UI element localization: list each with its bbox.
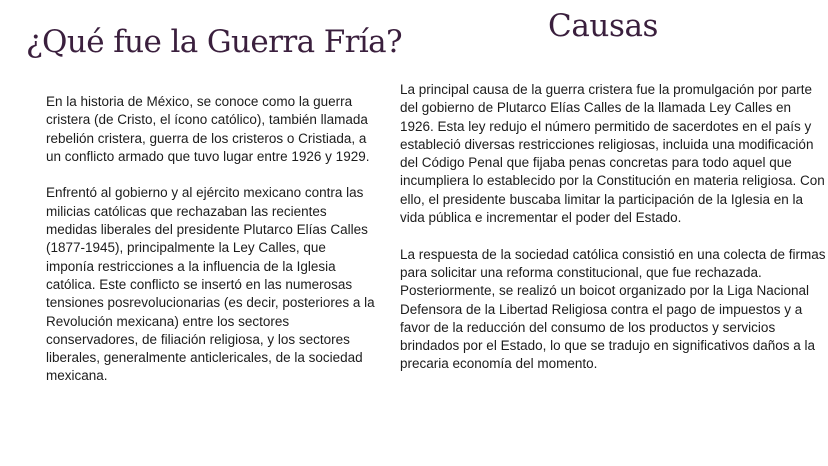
paragraph-intro: En la historia de México, se conoce como la guerra cristera (de Cristo, el ícono católico), también llamada rebelión cristera, guerra de los cristeros o Cristiada, a un conflicto armado que tuvo lugar entre 1926 y 1929. — [46, 94, 370, 164]
paragraph-conflict: Enfrentó al gobierno y al ejército mexicano contra las milicias católicas que rechazaban las recientes medidas liberales del presidente Plutarco Elías Calles (1877-1945), principalmente la Ley Calles, que imponía restricciones a la influencia de la Iglesia católica. Este conflicto se insertó en las numerosas tensiones posrevolucionarias (es decir, posteriores a la Revolución mexicana) entre los sectores conservadores, de filiación religiosa, y los sectores liberales, generalmente anticlericales, de la sociedad mexicana. — [46, 185, 375, 384]
section-title-causas: Causas — [548, 8, 659, 44]
paragraph-response: La respuesta de la sociedad católica consistió en una colecta de firmas para solicitar una reforma constitucional, que fue rechazada. Posteriormente, se realizó un boicot organizado por la Liga Nacional Defensora de la Libertad Religiosa contra el pago de impuestos y a favor de la reducción del consumo de los productos y servicios brindados por el Estado, lo que se tradujo en significativos daños a la precaria economía del momento. — [400, 246, 826, 372]
paragraph-cause: La principal causa de la guerra cristera fue la promulgación por parte del gobierno de Plutarco Elías Calles de la llamada Ley Calles en 1926. Esta ley redujo el número permitido de sacerdotes en el país y estableció diversas restricciones religiosas, incluida una modificación del Código Penal que fijaba penas concretas para todo aquel que incumpliera lo establecido por la Constitución en materia religiosa. Con ello, el presidente buscaba limitar la participación de la Iglesia en la vida pública e incrementar el poder del Estado. — [400, 82, 825, 226]
right-column — [400, 81, 826, 392]
page-title: ¿Qué fue la Guerra Fría? — [26, 24, 403, 60]
left-column — [46, 93, 376, 404]
